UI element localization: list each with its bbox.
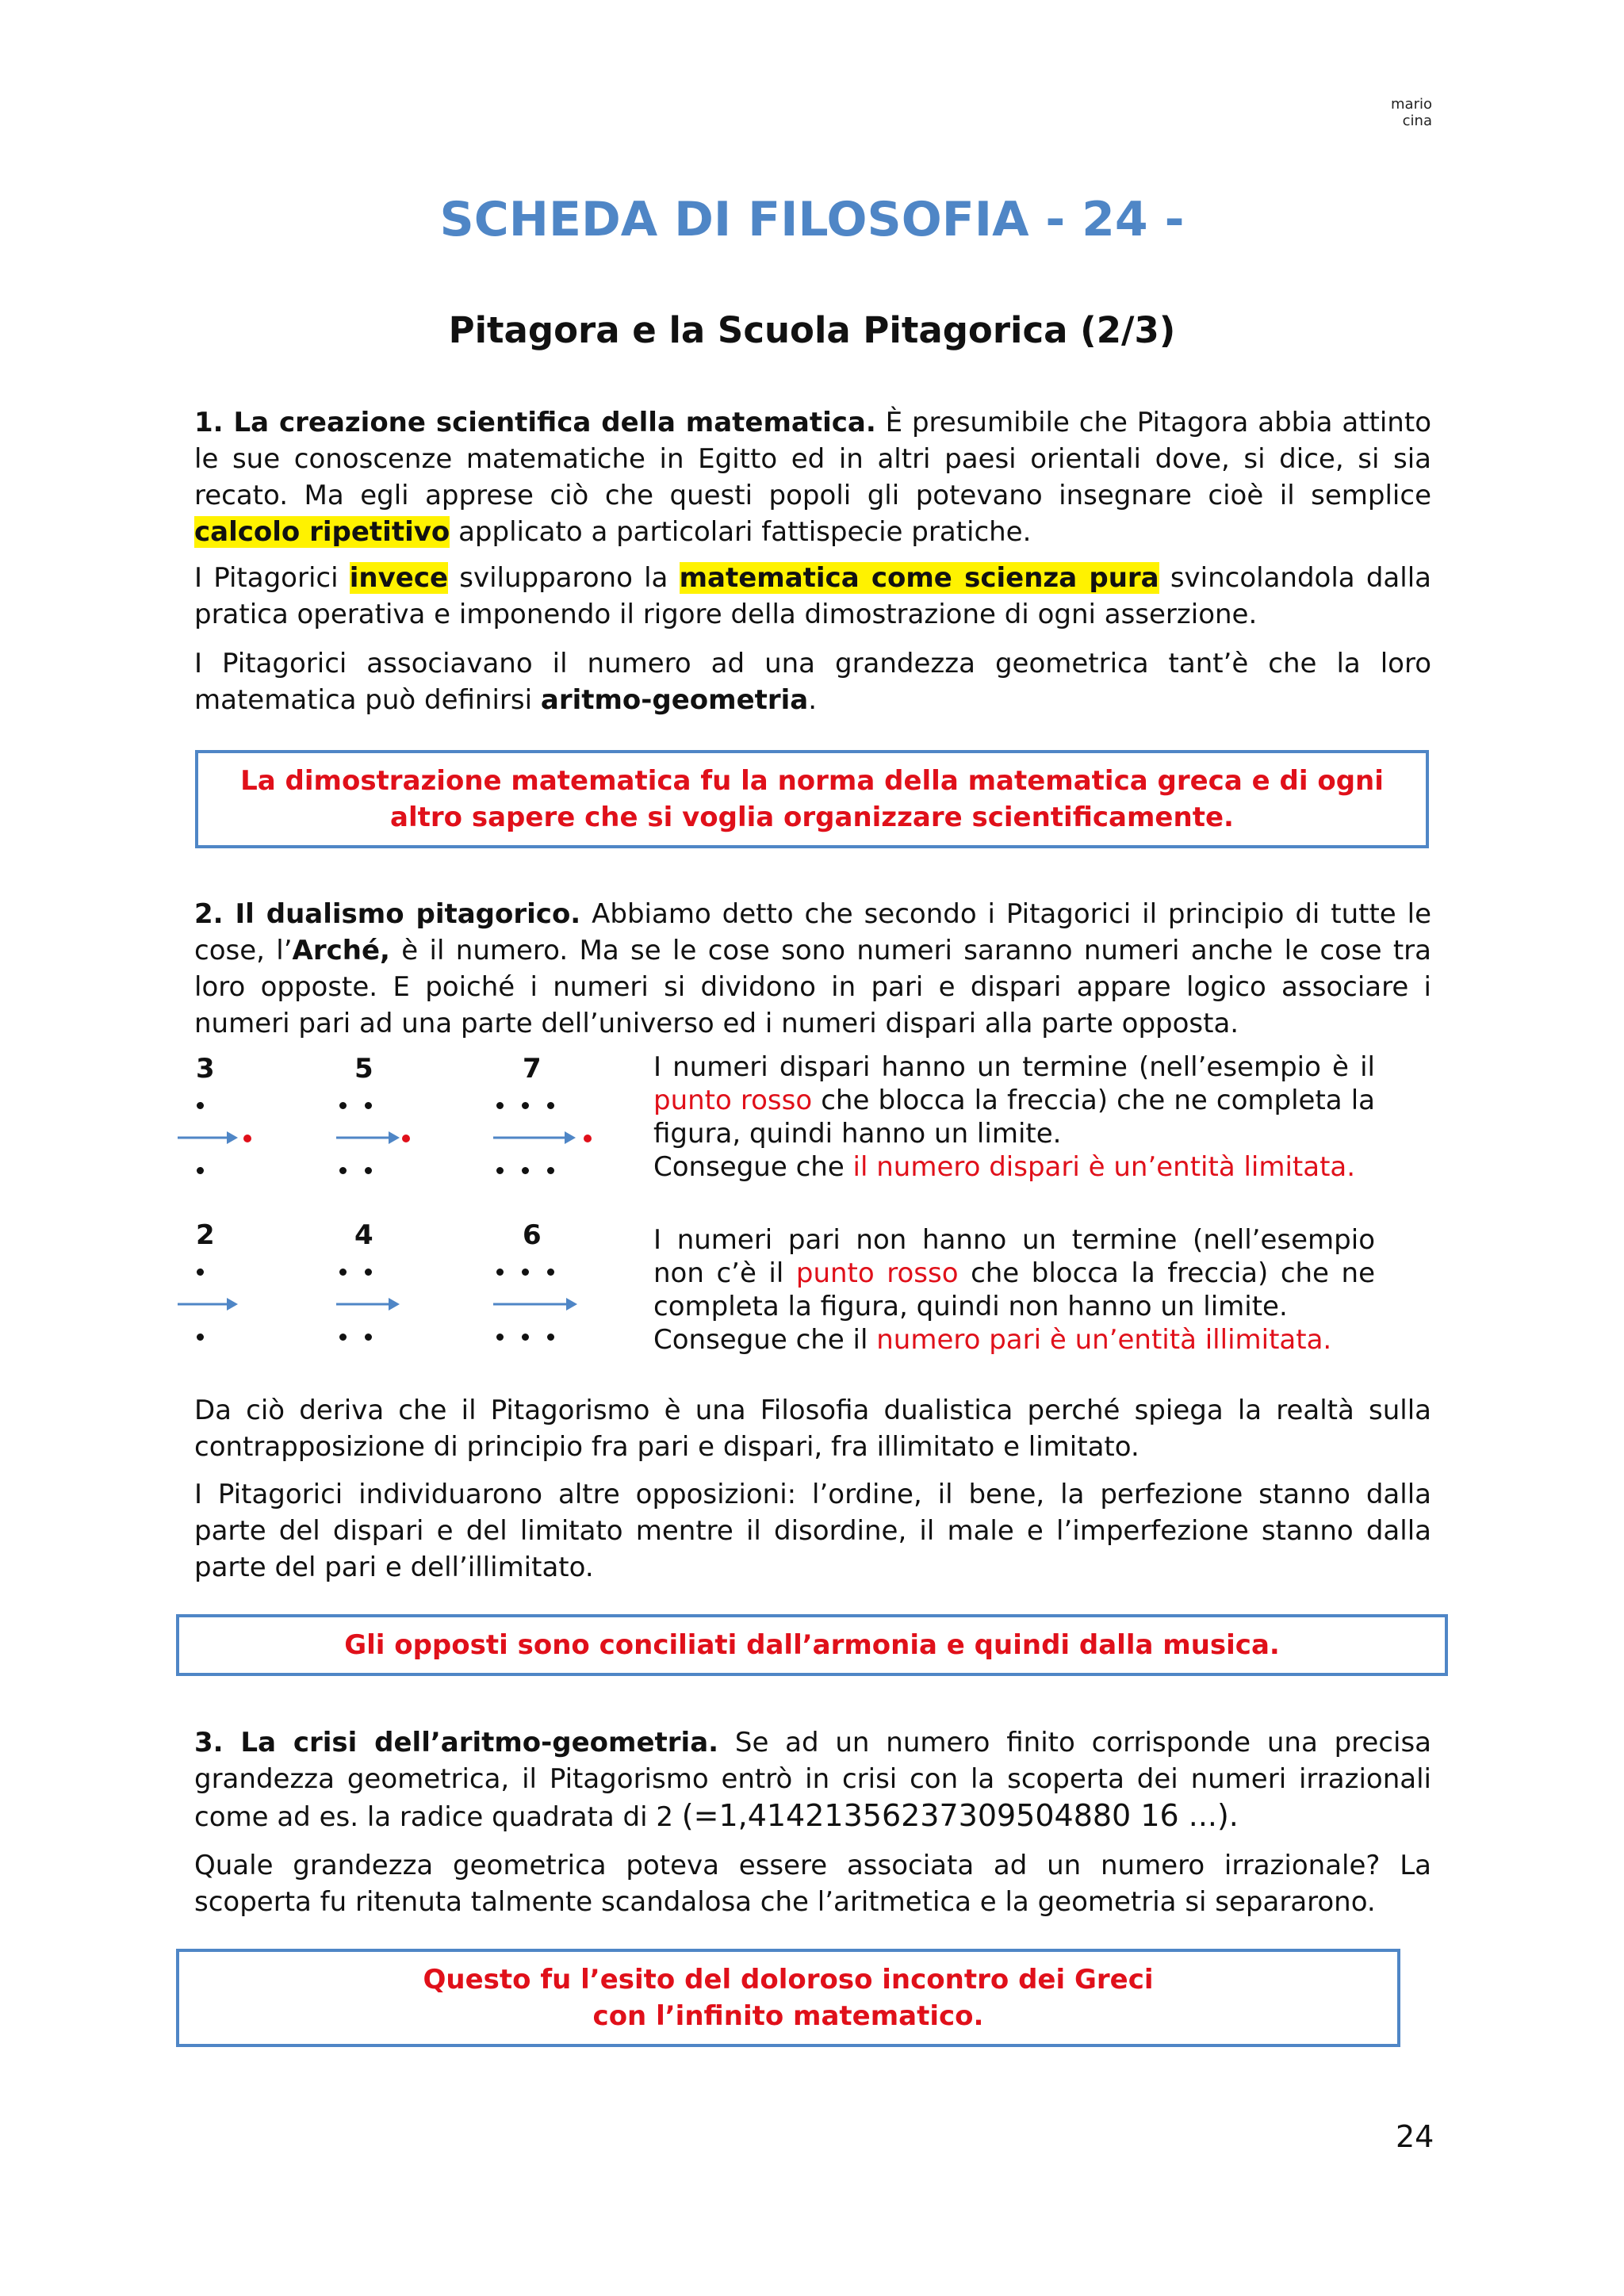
section1-heading: 1. La creazione scientifica della matematica. xyxy=(194,407,876,438)
arrow-icon xyxy=(176,1294,239,1314)
dot xyxy=(547,1334,554,1341)
section2-heading: 2. Il dualismo pitagorico. xyxy=(194,898,581,930)
even-number-2: 2 xyxy=(196,1219,215,1251)
dot xyxy=(365,1269,372,1276)
red-dot xyxy=(243,1135,251,1142)
dot xyxy=(339,1167,347,1174)
dot xyxy=(496,1167,504,1174)
odd-number-7: 7 xyxy=(523,1053,542,1085)
section2-paragraph2: Da ciò deriva che il Pitagorismo è una Filosofia dualistica perché spiega la realtà sulla contrapposizione di principio fra pari e dispari, fra illimitato e limitato. xyxy=(194,1395,1431,1463)
callout-box-3: Questo fu l’esito del doloroso incontro dei Greci con l’infinito matematico. xyxy=(176,1949,1400,2047)
red-dot xyxy=(584,1135,592,1142)
red-dot xyxy=(402,1135,410,1142)
page-subtitle: Pitagora e la Scuola Pitagorica (2/3) xyxy=(448,309,1176,351)
odd-explanation: I numeri dispari hanno un termine (nell’esempio è il punto rosso che blocca la freccia) che ne completa la figura, quindi hanno un limite. Consegue che il numero dispari è un’entità limitata. xyxy=(653,1051,1375,1183)
highlight-calcolo: calcolo ripetitivo xyxy=(194,516,450,548)
even-explanation: I numeri pari non hanno un termine (nell’esempio non c’è il punto rosso che blocca la freccia) che ne completa la figura, quindi non hanno un limite. Consegue che il numero pari è un’entità illimitata. xyxy=(653,1224,1375,1356)
even-number-4: 4 xyxy=(354,1219,373,1251)
author-name: mario cina xyxy=(1391,96,1432,129)
section1-paragraph1: 1. La creazione scientifica della matematica. È presumibile che Pitagora abbia attinto le sue conoscenze matematiche in Egitto ed in altri paesi orientali dove, si dice, si sia recato. Ma egli apprese ciò che questi popoli gli potevano insegnare cioè il semplice calcolo ripetitivo applicato a particolari fattispecie pratiche. xyxy=(194,407,1431,548)
dot xyxy=(496,1102,504,1109)
dot xyxy=(522,1167,529,1174)
dot xyxy=(496,1269,504,1276)
arrow-icon xyxy=(492,1294,580,1314)
section1-paragraph2: I Pitagorici invece svilupparono la matematica come scienza pura svincolandola dalla pratica operativa e imponendo il rigore della dimostrazione di ogni asserzione. xyxy=(194,562,1431,630)
dot xyxy=(197,1167,204,1174)
dot xyxy=(365,1102,372,1109)
dot xyxy=(522,1269,529,1276)
dot xyxy=(339,1269,347,1276)
dot xyxy=(197,1334,204,1341)
section3-paragraph2: Quale grandezza geometrica poteva essere associata ad un numero irrazionale? La scoperta fu ritenuta talmente scandalosa che l’aritmetica e la geometria si separarono. xyxy=(194,1850,1431,1918)
dot xyxy=(197,1102,204,1109)
dot xyxy=(496,1334,504,1341)
page-title: SCHEDA DI FILOSOFIA - 24 - xyxy=(439,192,1185,247)
odd-number-5: 5 xyxy=(354,1053,373,1085)
section1-paragraph3: I Pitagorici associavano il numero ad una grandezza geometrica tant’è che la loro matematica può definirsi aritmo-geometria. xyxy=(194,648,1431,716)
highlight-scienza-pura: matematica come scienza pura xyxy=(679,562,1159,594)
callout-box-2: Gli opposti sono conciliati dall’armonia e quindi dalla musica. xyxy=(176,1614,1448,1676)
section2-paragraph1: 2. Il dualismo pitagorico. Abbiamo detto che secondo i Pitagorici il principio di tutte le cose, l’Arché, è il numero. Ma se le cose sono numeri saranno numeri anche le cose tra loro opposte. E poiché i numeri si dividono in pari e dispari appare logico associare i numeri pari ad una parte dell’universo ed i numeri dispari alla parte opposta. xyxy=(194,898,1431,1039)
section3-heading: 3. La crisi dell’aritmo-geometria. xyxy=(194,1727,719,1758)
sqrt2-value: (=1,41421356237309504880 16 ...). xyxy=(681,1798,1239,1833)
dot xyxy=(522,1334,529,1341)
arrow-icon xyxy=(335,1127,401,1148)
dot xyxy=(339,1334,347,1341)
arrow-icon xyxy=(335,1294,401,1314)
dot xyxy=(547,1269,554,1276)
callout-box-1: La dimostrazione matematica fu la norma della matematica greca e di ogni altro sapere che si voglia organizzare scientificamente. xyxy=(195,750,1429,848)
dot xyxy=(339,1102,347,1109)
arrow-icon xyxy=(492,1127,579,1148)
section3-paragraph1: 3. La crisi dell’aritmo-geometria. Se ad un numero finito corrisponde una precisa grandezza geometrica, il Pitagorismo entrò in crisi con la scoperta dei numeri irrazionali come ad es. la radice quadrata di 2 (=1,41421356237309504880 16 ...). xyxy=(194,1727,1431,1833)
section2-paragraph3: I Pitagorici individuarono altre opposizioni: l’ordine, il bene, la perfezione stanno dalla parte del dispari e del limitato mentre il disordine, il male e l’imperfezione stanno dalla parte del pari e dell’illimitato. xyxy=(194,1479,1431,1583)
dot xyxy=(365,1334,372,1341)
odd-number-3: 3 xyxy=(196,1053,215,1085)
even-number-6: 6 xyxy=(523,1219,542,1251)
highlight-invece: invece xyxy=(349,562,449,594)
dot xyxy=(522,1102,529,1109)
page-number: 24 xyxy=(1396,2119,1434,2154)
arrow-icon xyxy=(176,1127,239,1148)
dot xyxy=(197,1269,204,1276)
dot xyxy=(365,1167,372,1174)
dot xyxy=(547,1167,554,1174)
dot xyxy=(547,1102,554,1109)
